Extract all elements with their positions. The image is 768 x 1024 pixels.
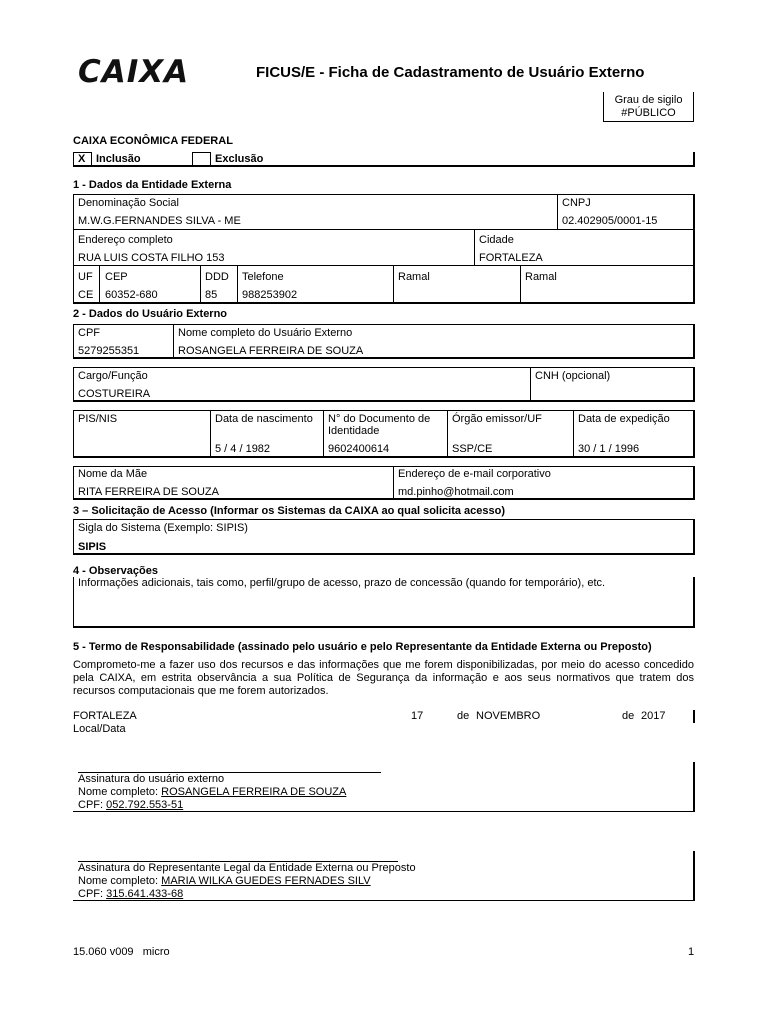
footer-code: [73, 946, 170, 958]
cep-label: CEP: [105, 271, 128, 283]
page-number: 1: [688, 946, 695, 958]
local-field[interactable]: FORTALEZA: [73, 710, 137, 722]
de-text-1: de: [457, 710, 470, 722]
user-name-line: [78, 786, 346, 798]
section2-title: 2 - Dados do Usuário Externo: [73, 308, 228, 320]
cidade-field[interactable]: FORTALEZA: [479, 252, 543, 264]
footer-code-text: 15.060 v009: [73, 946, 134, 958]
cpf-label: CPF: [78, 327, 100, 339]
ramal2-label: Ramal: [525, 271, 557, 283]
sigla-field[interactable]: SIPIS: [78, 541, 107, 553]
sigilo-value: #PÚBLICO: [621, 107, 676, 119]
rep-signature-title: Assinatura do Representante Legal da Entidade Externa ou Preposto: [78, 862, 416, 874]
cargo-label: Cargo/Função: [78, 370, 148, 382]
pis-label: PIS/NIS: [78, 413, 118, 425]
sigilo-label: Grau de sigilo: [614, 94, 683, 106]
rep-name-label: Nome completo:: [78, 875, 159, 887]
uf-label: UF: [78, 271, 93, 283]
inclusion-checkbox[interactable]: X: [78, 153, 86, 165]
page-title: FICUS/E - Ficha de Cadastramento de Usuário Externo: [256, 64, 645, 81]
endereco-field[interactable]: RUA LUIS COSTA FILHO 153: [78, 252, 225, 264]
denominacao-label: Denominação Social: [78, 197, 179, 209]
day-field[interactable]: 17: [411, 710, 424, 722]
documento-label-2: Identidade: [328, 425, 380, 437]
uf-field[interactable]: CE: [78, 289, 94, 301]
nascimento-label: Data de nascimento: [215, 413, 313, 425]
telefone-field[interactable]: 988253902: [242, 289, 298, 301]
cidade-label: Cidade: [479, 234, 514, 246]
year-field[interactable]: 2017: [641, 710, 666, 722]
denominacao-field[interactable]: M.W.G.FERNANDES SILVA - ME: [78, 215, 241, 227]
sigla-label: Sigla do Sistema (Exemplo: SIPIS): [78, 522, 248, 534]
user-name-label: Nome completo:: [78, 786, 159, 798]
user-cpf-field[interactable]: 052.792.553-51: [106, 799, 184, 811]
orgao-field[interactable]: SSP/CE: [452, 443, 493, 455]
caixa-logo: [76, 52, 208, 86]
local-data-label: Local/Data: [73, 723, 126, 735]
nome-label: Nome completo do Usuário Externo: [178, 327, 353, 339]
section5-title: 5 - Termo de Responsabilidade (assinado pelo usuário e pelo Representante da Entidade Externa ou Preposto): [73, 641, 652, 653]
de-text-2: de: [622, 710, 635, 722]
user-cpf-label: CPF:: [78, 799, 104, 811]
ddd-label: DDD: [205, 271, 229, 283]
observacoes-hint: Informações adicionais, tais como, perfil/grupo de acesso, prazo de concessão (quando for temporário), etc.: [78, 577, 606, 589]
cpf-field[interactable]: 5279255351: [78, 345, 140, 357]
user-signature-title: Assinatura do usuário externo: [78, 773, 225, 785]
mae-field[interactable]: RITA FERREIRA DE SOUZA: [78, 486, 219, 498]
orgao-label: Órgão emissor/UF: [452, 413, 542, 425]
sigilo-box: [603, 92, 694, 122]
nascimento-field[interactable]: 5 / 4 / 1982: [215, 443, 271, 455]
rep-name-field[interactable]: MARIA WILKA GUEDES FERNADES SILV: [161, 875, 371, 887]
expedicao-field[interactable]: 30 / 1 / 1996: [578, 443, 640, 455]
termo-text: Comprometo-me a fazer uso dos recursos e das informações que me forem disponibilizadas, por meio do acesso concedido pela CAIXA, em estrita observância a sua Política de Segurança da informação e aos seus normativos que tratem dos recursos computacionais que me forem autorizados.: [73, 659, 694, 697]
inclusion-label: Inclusão: [96, 153, 141, 165]
rep-name-line: [78, 875, 371, 887]
exclusion-label: Exclusão: [215, 153, 264, 165]
ddd-field[interactable]: 85: [205, 289, 218, 301]
email-label: Endereço de e-mail corporativo: [398, 468, 551, 480]
user-cpf-line: [78, 799, 183, 811]
rep-cpf-line: [78, 888, 183, 900]
user-name-field[interactable]: ROSANGELA FERREIRA DE SOUZA: [161, 786, 347, 798]
cep-field[interactable]: 60352-680: [105, 289, 158, 301]
institution-name: CAIXA ECONÔMICA FEDERAL: [73, 135, 233, 147]
endereco-label: Endereço completo: [78, 234, 173, 246]
footer-qualifier: micro: [142, 946, 170, 958]
rep-cpf-label: CPF:: [78, 888, 104, 900]
cnh-label: CNH (opcional): [535, 370, 611, 382]
email-field[interactable]: md.pinho@hotmail.com: [398, 486, 514, 498]
mae-label: Nome da Mãe: [78, 468, 148, 480]
logo-text: CAIXA: [78, 54, 190, 86]
cnpj-label: CNPJ: [562, 197, 591, 209]
cargo-field[interactable]: COSTUREIRA: [78, 388, 151, 400]
expedicao-label: Data de expedição: [578, 413, 670, 425]
telefone-label: Telefone: [242, 271, 284, 283]
ramal1-label: Ramal: [398, 271, 430, 283]
section1-title: 1 - Dados da Entidade Externa: [73, 179, 232, 191]
documento-label-1: N° do Documento de: [328, 413, 431, 425]
documento-field[interactable]: 9602400614: [328, 443, 390, 455]
cnpj-field[interactable]: 02.402905/0001-15: [562, 215, 658, 227]
nome-field[interactable]: ROSANGELA FERREIRA DE SOUZA: [178, 345, 364, 357]
section4-title: 4 - Observações: [73, 565, 158, 577]
month-field[interactable]: NOVEMBRO: [476, 710, 541, 722]
section3-title: 3 – Solicitação de Acesso (Informar os Sistemas da CAIXA ao qual solicita acesso): [73, 505, 506, 517]
rep-cpf-field[interactable]: 315.641.433-68: [106, 888, 184, 900]
